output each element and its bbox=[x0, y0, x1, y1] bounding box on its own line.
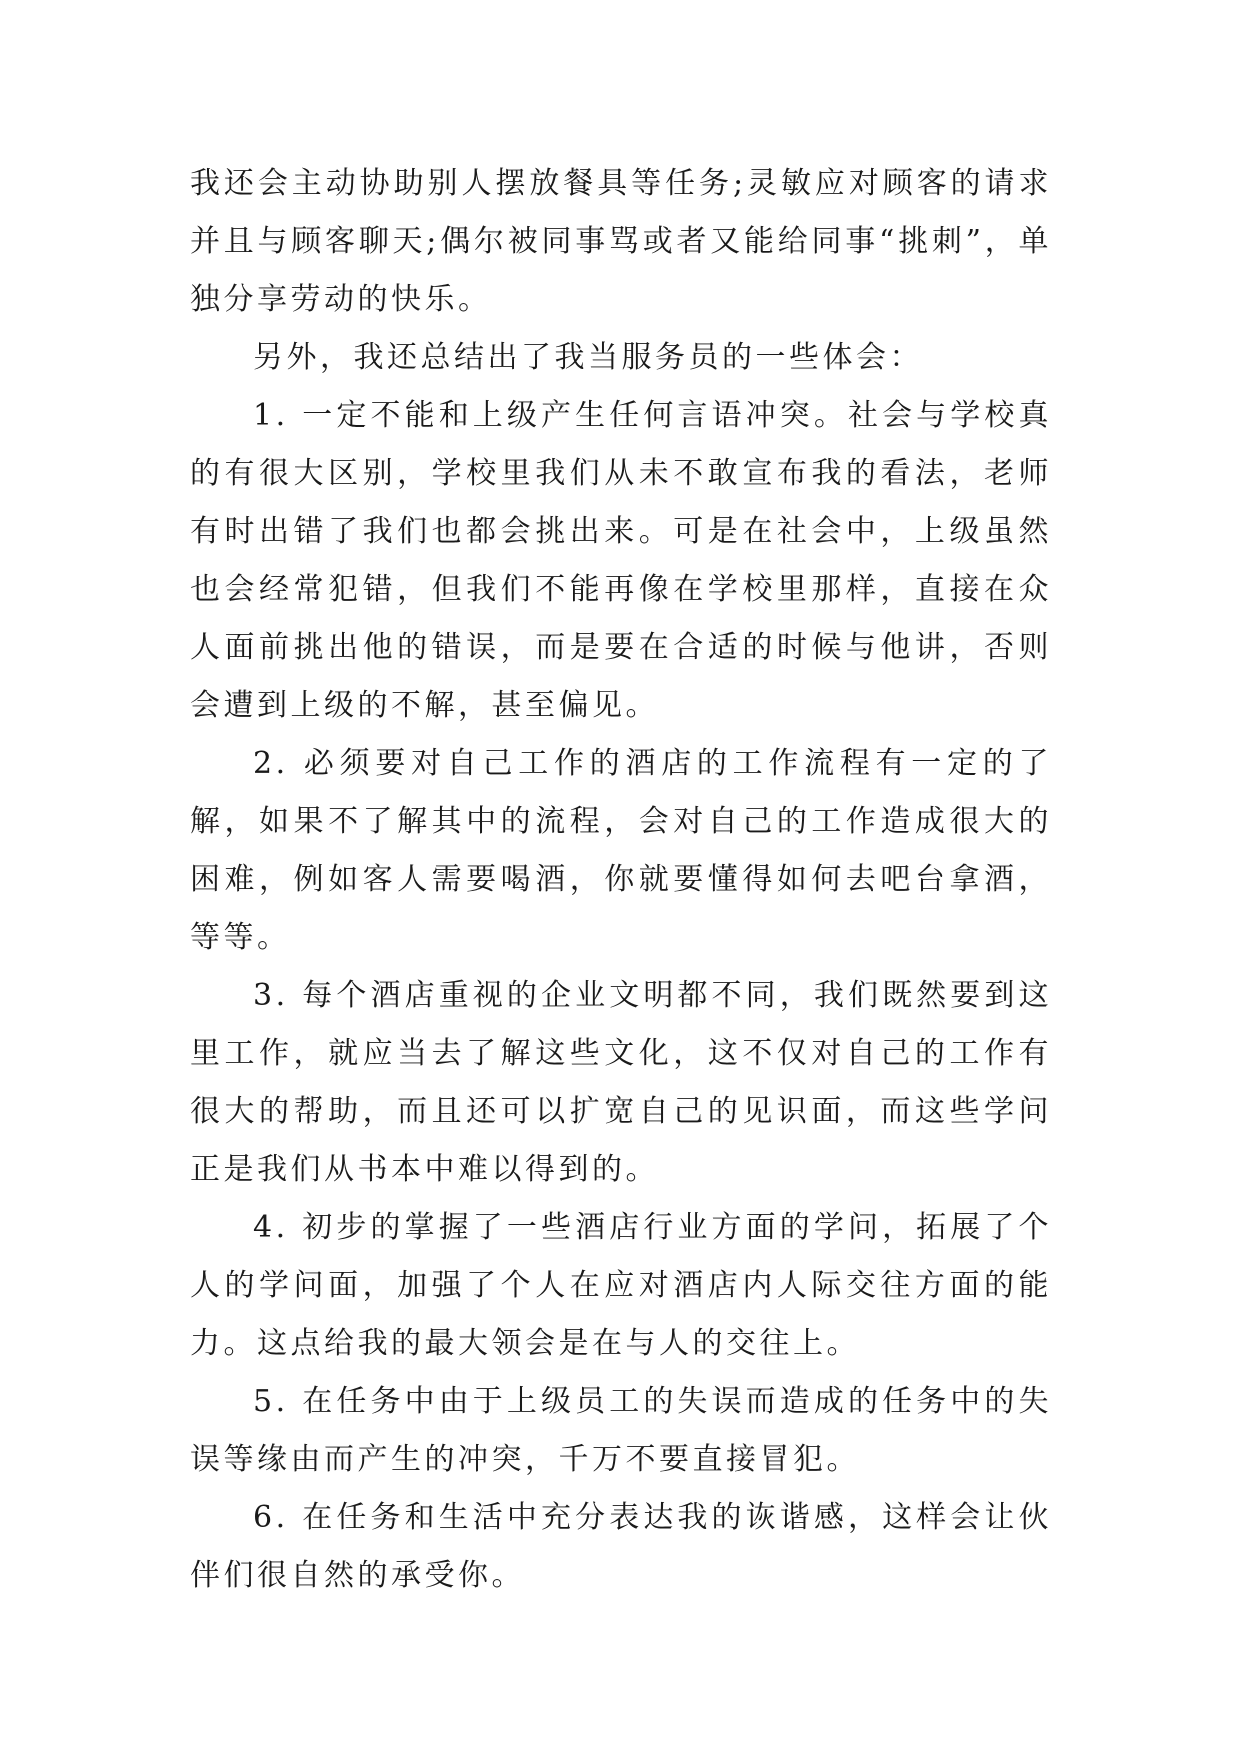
paragraph-item-5: 5. 在任务中由于上级员工的失误而造成的任务中的失误等缘由而产生的冲突，千万不要直接冒犯。 bbox=[190, 1384, 1052, 1477]
paragraph-item-6: 6. 在任务和生活中充分表达我的诙谐感，这样会让伙伴们很自然的承受你。 bbox=[190, 1500, 1052, 1593]
document-body bbox=[190, 155, 1052, 1605]
paragraph-continued: 我还会主动协助别人摆放餐具等任务;灵敏应对顾客的请求并且与顾客聊天;偶尔被同事骂或者又能给同事“挑刺”，单独分享劳动的快乐。 bbox=[190, 166, 1052, 317]
paragraph-item-3: 3. 每个酒店重视的企业文明都不同，我们既然要到这里工作，就应当去了解这些文化，这不仅对自己的工作有很大的帮助，而且还可以扩宽自己的见识面，而这些学问正是我们从书本中难以得到的。 bbox=[190, 978, 1052, 1187]
paragraph-item-1: 1. 一定不能和上级产生任何言语冲突。社会与学校真的有很大区别，学校里我们从未不敢宣布我的看法，老师有时出错了我们也都会挑出来。可是在社会中，上级虽然也会经常犯错，但我们不能再像在学校里那样，直接在众人面前挑出他的错误，而是要在合适的时候与他讲，否则会遭到上级的不解，甚至偏见。 bbox=[190, 398, 1052, 723]
paragraph-intro: 另外，我还总结出了我当服务员的一些体会： bbox=[253, 340, 923, 375]
paragraph-item-2: 2. 必须要对自己工作的酒店的工作流程有一定的了解，如果不了解其中的流程，会对自己的工作造成很大的困难，例如客人需要喝酒，你就要懂得如何去吧台拿酒，等等。 bbox=[190, 746, 1052, 955]
paragraph-item-4: 4. 初步的掌握了一些酒店行业方面的学问，拓展了个人的学问面，加强了个人在应对酒店内人际交往方面的能力。这点给我的最大领会是在与人的交往上。 bbox=[190, 1210, 1052, 1361]
